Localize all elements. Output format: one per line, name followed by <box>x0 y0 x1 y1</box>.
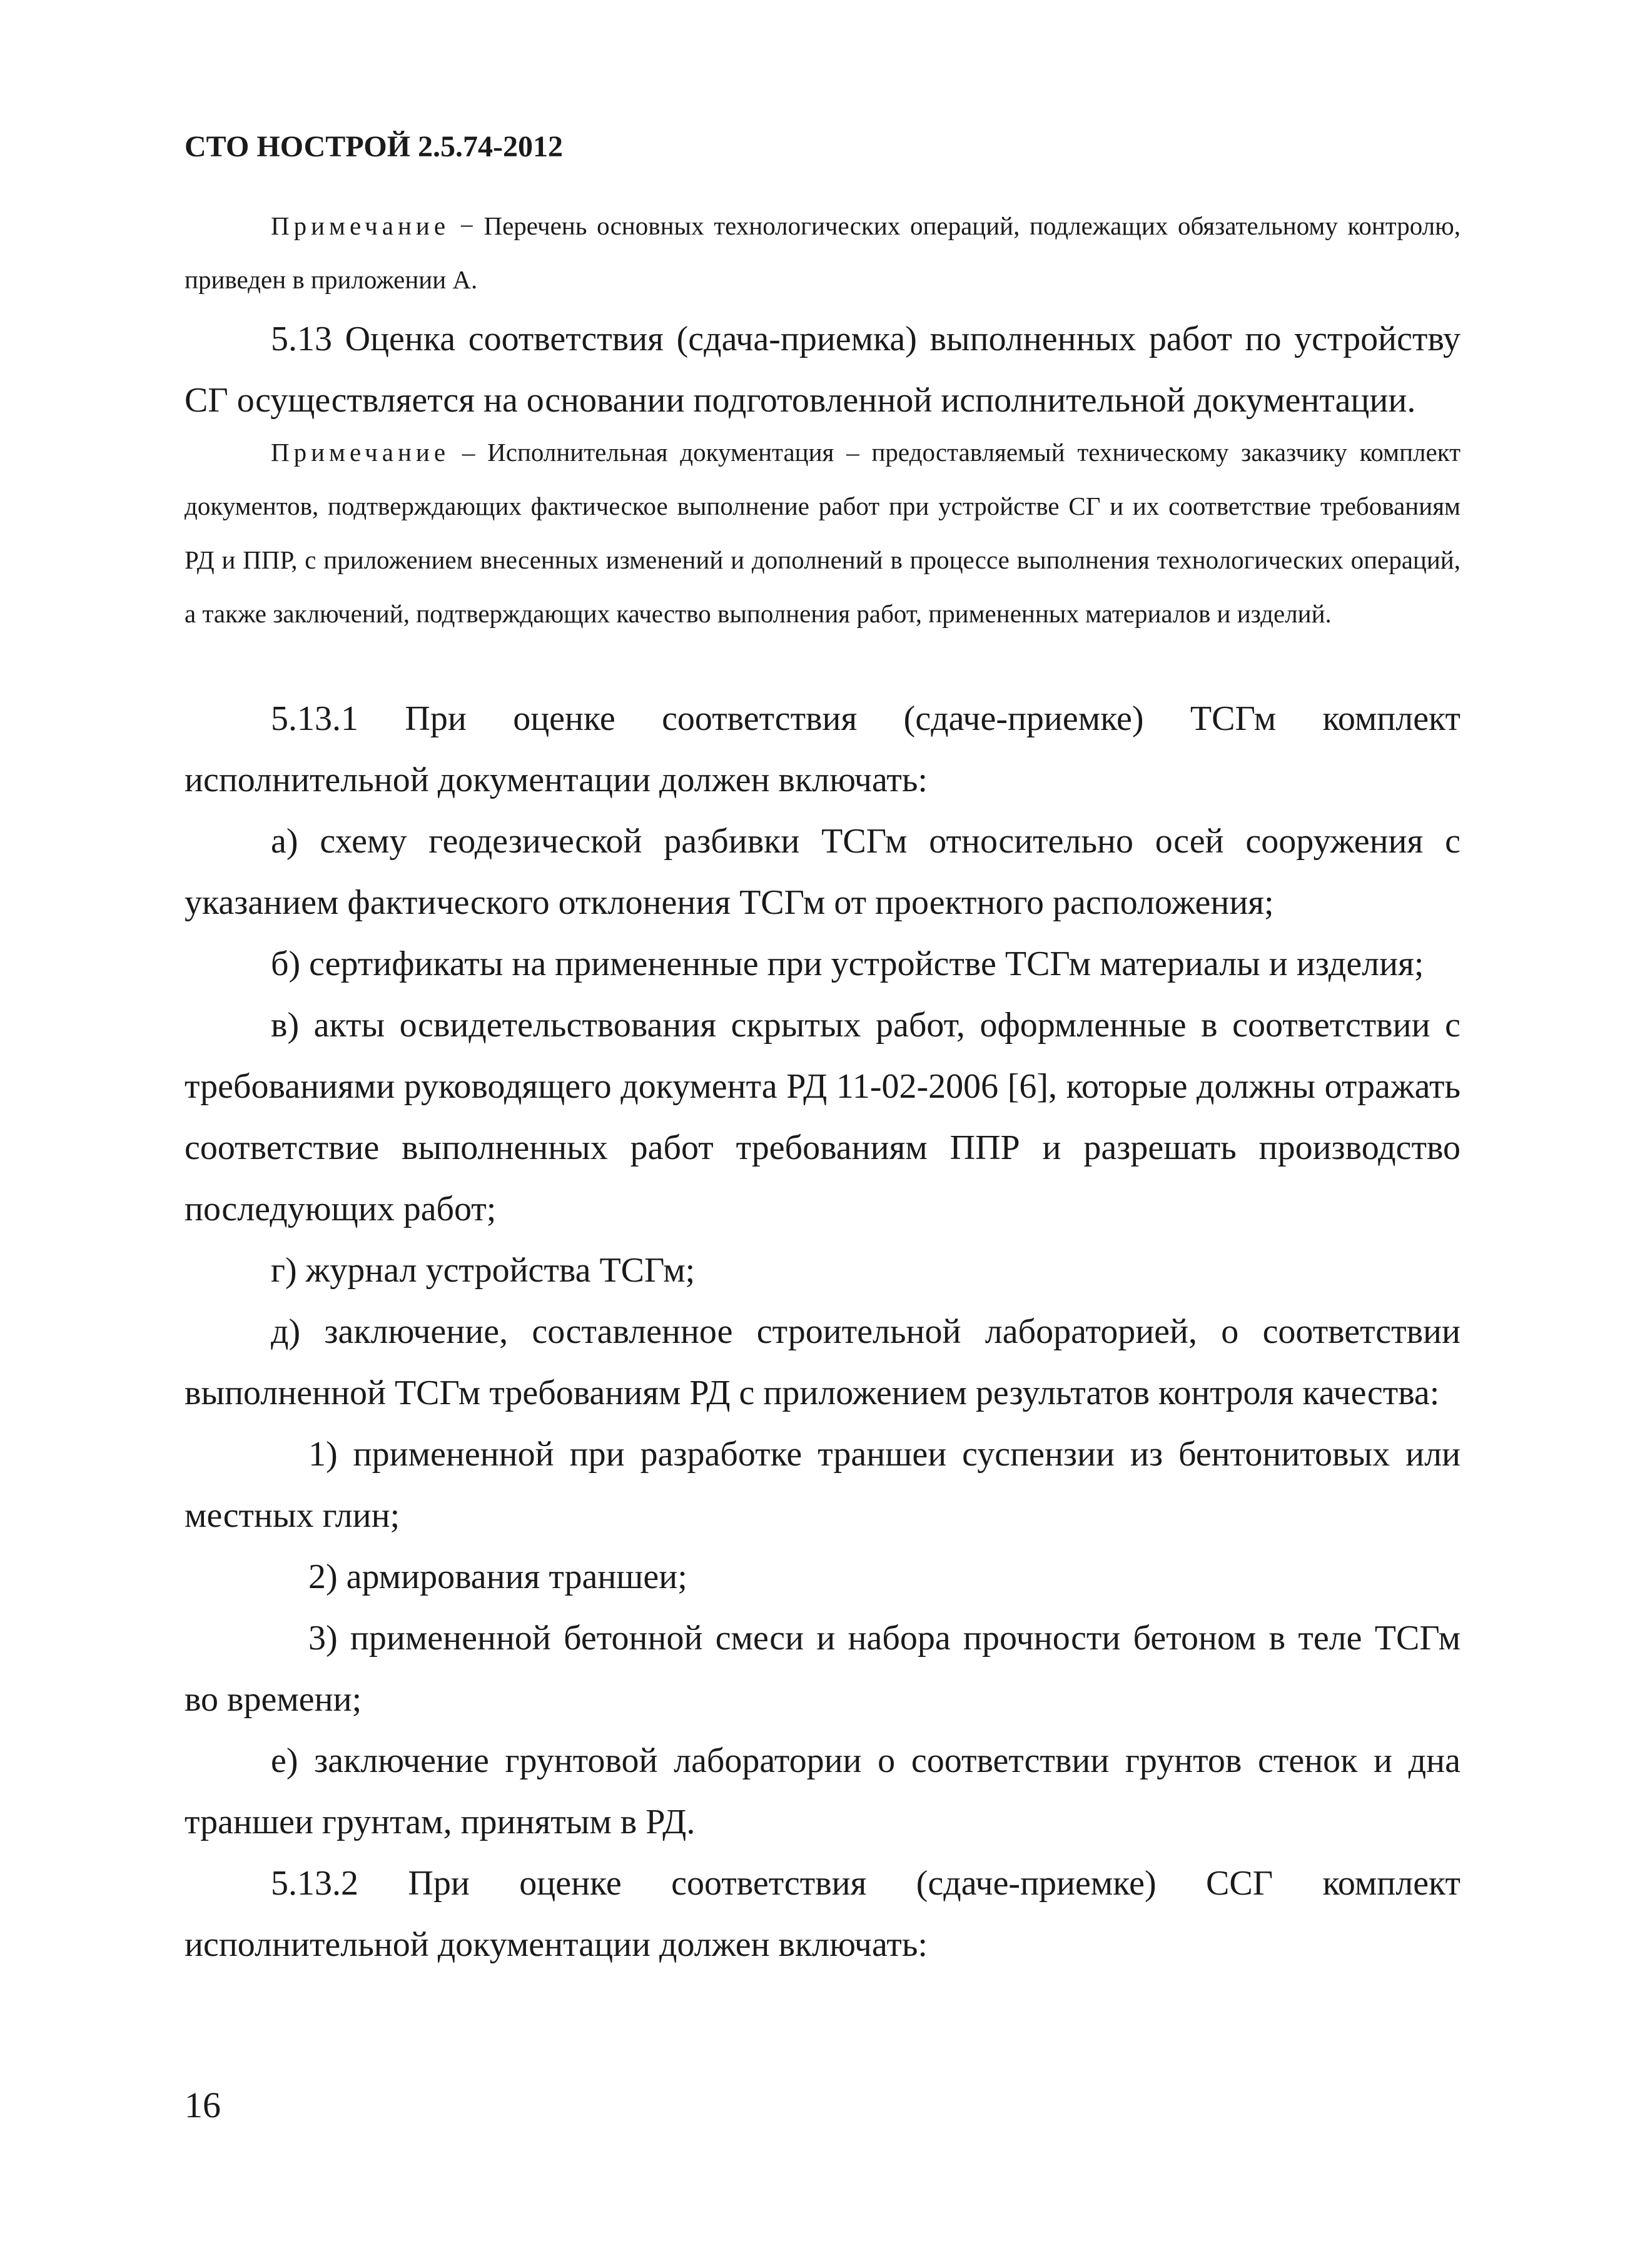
paragraph-5-13-1 <box>185 688 1460 811</box>
paragraph-5-13 <box>185 308 1460 431</box>
list-item-a <box>185 811 1460 933</box>
list-item-text: г) журнал устройства ТСГм; <box>271 1251 696 1290</box>
note-1 <box>185 199 1460 306</box>
paragraph-text: 5.13.1 При оценке соответствия (сдаче-приемке) ТСГм комплект исполнительной документации должен включать: <box>185 699 1460 799</box>
list-item-d <box>185 1301 1460 1424</box>
sub-item-1 <box>185 1424 1460 1546</box>
paragraph-text: 5.13.2 При оценке соответствия (сдаче-приемке) ССГ комплект исполнительной документации должен включать: <box>185 1864 1460 1964</box>
sub-item-3 <box>185 1607 1460 1730</box>
note-label: Примечание <box>271 438 450 467</box>
list-item-text: б) сертификаты на примененные при устройстве ТСГм материалы и изделия; <box>271 944 1424 983</box>
document-header: СТО НОСТРОЙ 2.5.74-2012 <box>185 130 564 163</box>
sub-item-text: 2) армирования траншеи; <box>308 1557 687 1596</box>
note-text: − Перечень основных технологических операций, подлежащих обязательному контролю, приведен в приложении А. <box>185 211 1460 294</box>
page-number: 16 <box>185 2085 221 2125</box>
list-item-text: д) заключение, составленное строительной лабораторией, о соответствии выполненной ТСГм требованиям РД с приложением результатов контроля качества: <box>185 1312 1460 1412</box>
sub-item-2 <box>185 1546 1460 1607</box>
list-item-text: в) акты освидетельствования скрытых работ, оформленные в соответствии с требованиями руководящего документа РД 11-02-2006 [6], которые должны отражать соответствие выполненных работ требованиям ППР и разрешать производство последующих работ; <box>185 1006 1460 1228</box>
note-2 <box>185 425 1460 640</box>
note-label: Примечание <box>271 211 450 240</box>
paragraph-5-13-2 <box>185 1853 1460 1975</box>
list-item-b <box>185 933 1460 995</box>
list-item-text: е) заключение грунтовой лаборатории о соответствии грунтов стенок и дна траншеи грунтам, принятым в РД. <box>185 1741 1460 1841</box>
list-item-e <box>185 1730 1460 1853</box>
note-text: – Исполнительная документация – предоставляемый техническому заказчику комплект документов, подтверждающих фактическое выполнение работ при устройстве СГ и их соответствие требованиям РД и ППР, с приложением внесенных изменений и дополнений в процессе выполнения технологических операций, а также заключений, подтверждающих качество выполнения работ, примененных материалов и изделий. <box>185 438 1460 628</box>
sub-item-text: 1) примененной при разработке траншеи суспензии из бентонитовых или местных глин; <box>185 1435 1460 1535</box>
list-item-text: а) схему геодезической разбивки ТСГм относительно осей сооружения с указанием фактического отклонения ТСГм от проектного расположения; <box>185 822 1460 922</box>
list-item-v <box>185 995 1460 1240</box>
list-item-g <box>185 1240 1460 1301</box>
sub-item-text: 3) примененной бетонной смеси и набора прочности бетоном в теле ТСГм во времени; <box>185 1619 1460 1719</box>
paragraph-text: 5.13 Оценка соответствия (сдача-приемка) выполненных работ по устройству СГ осуществляется на основании подготовленной исполнительной документации. <box>185 320 1460 420</box>
